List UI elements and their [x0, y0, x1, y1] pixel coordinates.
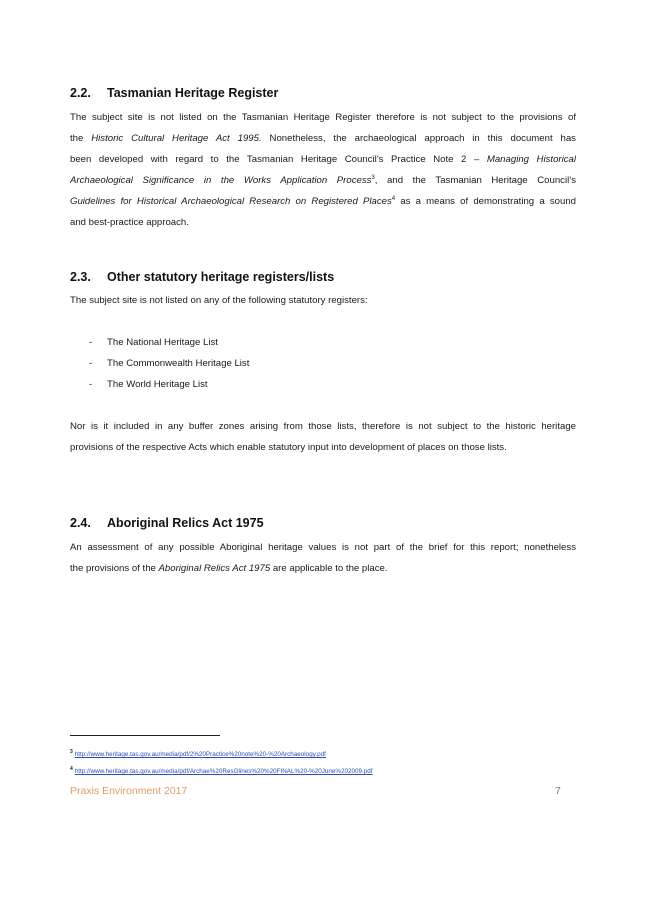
footnote-marker: 4	[70, 766, 73, 772]
section-number: 2.4.	[70, 516, 91, 530]
section-heading	[70, 514, 576, 532]
act-title: Historic Cultural Heritage Act 1995.	[91, 133, 262, 144]
section-paragraph: Nor is it included in any buffer zones arising from those lists, therefore is not subject to the historic heritage provisions of the respective Acts which enable statutory input into development of places on those lists.	[70, 421, 576, 453]
list-item: - The Commonwealth Heritage List	[70, 353, 576, 374]
bullet-dash: -	[89, 379, 93, 390]
section-number: 2.3.	[70, 270, 91, 284]
section-number: 2.2.	[70, 86, 91, 100]
footnote-divider	[70, 735, 220, 736]
section-2-3	[70, 268, 576, 458]
footnote-ref[interactable]: 3	[371, 174, 375, 181]
section-title: Other statutory heritage registers/lists	[107, 270, 335, 284]
practice-note-title-cont: Archaeological Significance in the Works Application Process	[70, 175, 372, 186]
footnote-3	[70, 749, 326, 758]
footnote-4	[70, 766, 373, 775]
footnote-ref[interactable]: 4	[391, 195, 396, 202]
section-heading	[70, 84, 576, 102]
guidelines-title: Guidelines for Historical Archaeological Research on Registered Places	[70, 196, 392, 207]
practice-note-title: Managing Historical	[486, 154, 576, 165]
paragraph-line: The subject site is not listed on the Tasmanian Heritage Register therefore is not subject to the provisions of	[70, 112, 576, 123]
page-number: 7	[555, 785, 561, 797]
paragraph-line: and best-practice approach.	[70, 217, 189, 228]
list-item: - The World Heritage List	[70, 374, 576, 395]
footnote-marker: 3	[70, 749, 73, 755]
section-paragraph	[70, 107, 576, 233]
paragraph-line: Archaeological Significance in the Works Application Process$^3$, and the Tasmanian Heritage Council’s	[70, 174, 576, 186]
list-item: - The National Heritage List	[70, 332, 576, 353]
section-heading	[70, 268, 576, 286]
section-paragraph: An assessment of any possible Aboriginal heritage values is not part of the brief for this report; nonetheless the provisions of the Aboriginal Relics Act 1975 are applicable to the place.	[70, 537, 576, 579]
footnote-link[interactable]: http://www.heritage.tas.gov.au/media/pdf/2%20Practice%20note%20-%20Archaeology.pdf	[74, 751, 326, 758]
register-list	[70, 332, 576, 395]
paragraph-line: been developed with regard to the Tasmanian Heritage Council’s Practice Note 2 – Managing Historical	[70, 154, 576, 165]
paragraph-line: the provisions of the Aboriginal Relics Act 1975 are applicable to the place.	[70, 563, 388, 574]
section-2-2	[70, 84, 576, 233]
section-intro: The subject site is not listed on any of the following statutory registers:	[70, 295, 368, 306]
bullet-dash: -	[89, 358, 93, 369]
footnote-link[interactable]: http://www.heritage.tas.gov.au/media/pdf/Archae%20ResGlines%20%20FINAL%20-%20June%202009.pdf	[74, 768, 373, 775]
section-title: Tasmanian Heritage Register	[107, 86, 279, 100]
paragraph-line: Guidelines for Historical Archaeological Research on Registered Places$^4$ as a means of demonstrating a sound	[70, 195, 576, 207]
section-title: Aboriginal Relics Act 1975	[107, 516, 264, 530]
section-2-4	[70, 514, 576, 579]
bullet-dash: -	[89, 337, 93, 348]
paragraph-line: the Historic Cultural Heritage Act 1995. Nonetheless, the archaeological approach in this document has	[70, 133, 576, 144]
footer-company: Praxis Environment 2017	[70, 785, 188, 797]
act-title: Aboriginal Relics Act 1975	[158, 563, 271, 574]
